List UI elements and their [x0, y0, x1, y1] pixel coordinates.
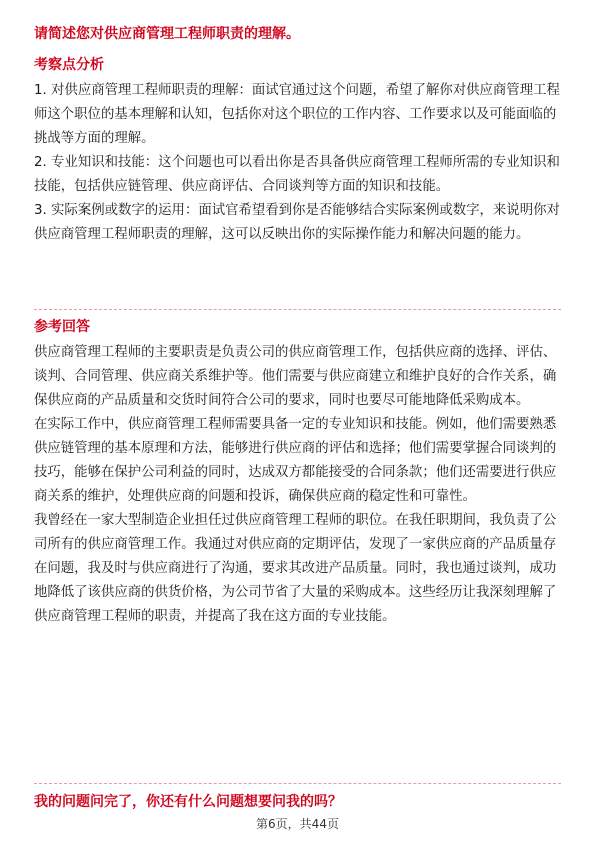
closing-question: 我的问题问完了，你还有什么问题想要问我的吗？ — [34, 794, 342, 810]
analysis-section-title: 考察点分析 — [34, 57, 104, 73]
page-number: 第6页，共44页 — [256, 817, 339, 831]
answer-section-title: 参考回答 — [34, 319, 90, 335]
answer-paragraph: 我曾经在一家大型制造企业担任过供应商管理工程师的职位。在我任职期间，我负责了公司所有的供应商管理工作。我通过对供应商的定期评估，发现了一家供应商的产品质量存在问题，我及时与供应商进行了沟通，要求其改进产品质量。同时，我也通过谈判，成功地降低了该供应商的供货价格，为公司节省了大量的采购成本。这些经历让我深刻理解了供应商管理工程师的职责，并提高了我在这方面的专业技能。 — [34, 513, 557, 624]
question-heading: 请简述您对供应商管理工程师职责的理解。 — [34, 26, 300, 42]
analysis-item: 3. 实际案例或数字的运用：面试官希望看到你是否能够结合实际案例或数字，来说明你对供应商管理工程师职责的理解，这可以反映出你的实际操作能力和解决问题的能力。 — [34, 203, 560, 242]
answer-body — [34, 341, 561, 629]
section-divider — [34, 783, 561, 784]
section-divider — [34, 309, 561, 310]
analysis-item: 1. 对供应商管理工程师职责的理解：面试官通过这个问题，希望了解你对供应商管理工程师这个职位的基本理解和认知，包括你对这个职位的工作内容、工作要求以及可能面临的挑战等方面的理解。 — [34, 83, 560, 146]
answer-paragraph: 在实际工作中，供应商管理工程师需要具备一定的专业知识和技能。例如，他们需要熟悉供应链管理的基本原理和方法，能够进行供应商的评估和选择；他们需要掌握合同谈判的技巧，能够在保护公司利益的同时，达成双方都能接受的合同条款；他们还需要进行供应商关系的维护，处理供应商的问题和投诉，确保供应商的稳定性和可靠性。 — [34, 417, 557, 504]
answer-paragraph: 供应商管理工程师的主要职责是负责公司的供应商管理工作，包括供应商的选择、评估、谈判、合同管理、供应商关系维护等。他们需要与供应商建立和维护良好的合作关系，确保供应商的产品质量和交货时间符合公司的要求，同时也要尽可能地降低采购成本。 — [34, 345, 557, 408]
analysis-item: 2. 专业知识和技能：这个问题也可以看出你是否具备供应商管理工程师所需的专业知识和技能，包括供应链管理、供应商评估、合同谈判等方面的知识和技能。 — [34, 155, 560, 194]
analysis-body — [34, 79, 561, 247]
